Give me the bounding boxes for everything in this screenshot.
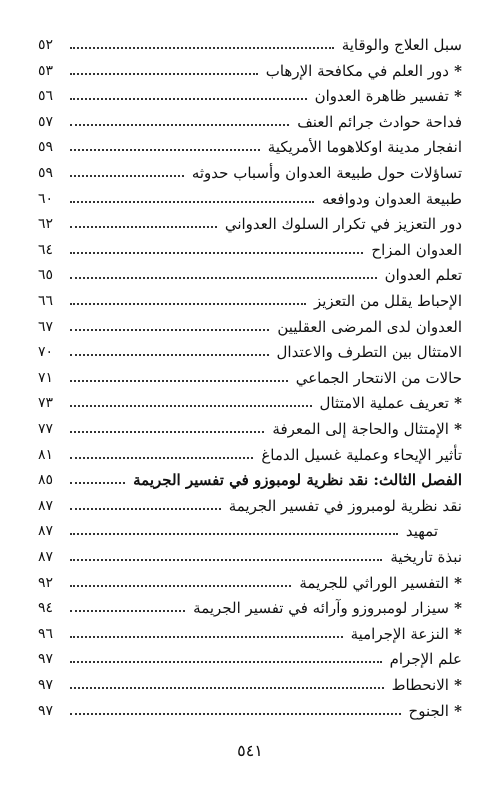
dot-leader — [70, 175, 184, 177]
toc-entry-page: ٧٣ — [38, 395, 54, 412]
dot-leader — [70, 533, 398, 535]
dot-leader — [70, 405, 312, 407]
toc-entry — [38, 312, 462, 336]
toc-entry — [38, 286, 462, 310]
toc-entry-title — [268, 420, 462, 438]
dot-leader — [70, 508, 221, 510]
toc-entry — [38, 132, 462, 156]
toc-entry — [38, 696, 462, 720]
dot-leader — [70, 431, 264, 433]
toc-entry-page: ٨٥ — [38, 472, 54, 489]
toc-entry-label: العدوان لدى المرضى العقليين — [277, 317, 462, 336]
toc-entry-label: الفصل الثالث: نقد نظرية لومبوزو في تفسير الجريمة — [133, 471, 462, 490]
dot-leader — [70, 610, 185, 612]
toc-entry-label: انفجار مدينة اوكلاهوما الأمريكية — [267, 138, 462, 157]
bullet-star-icon: * — [448, 87, 462, 106]
toc-entry-title — [273, 343, 462, 361]
dot-leader — [70, 303, 306, 305]
toc-entry — [38, 670, 462, 694]
dot-leader — [70, 329, 269, 331]
toc-entry — [38, 235, 462, 259]
toc-entry-page: ٨١ — [38, 446, 54, 463]
toc-entry-page: ٩٧ — [38, 702, 54, 719]
toc-entry-page: ٦٤ — [38, 241, 54, 258]
toc-entry-page: ٥٦ — [38, 88, 54, 105]
toc-entry-title — [221, 215, 462, 233]
toc-entry-title — [225, 497, 462, 515]
dot-leader — [70, 226, 217, 228]
toc-entry — [38, 30, 462, 54]
dot-leader — [70, 98, 307, 100]
dot-leader — [70, 380, 288, 382]
toc-entry-label: الإمتثال والحاجة إلى المعرفة — [272, 420, 449, 438]
bullet-star-icon: * — [448, 420, 462, 438]
toc-entry — [38, 542, 462, 566]
toc-entry-page: ٨٧ — [38, 549, 54, 565]
toc-entry — [38, 388, 462, 412]
toc-entry-title — [388, 676, 462, 694]
toc-entry — [38, 107, 462, 131]
toc-entry-title — [311, 87, 462, 105]
dot-leader — [70, 73, 258, 75]
toc-entry-title — [405, 702, 462, 720]
toc-entry-page: ٩٢ — [38, 574, 54, 591]
dot-leader — [70, 687, 384, 689]
toc-entry-title — [129, 471, 462, 489]
toc-entry-page: ٥٢ — [38, 37, 54, 53]
toc-entry-label: حالات من الانتحار الجماعي — [295, 368, 462, 387]
toc-entry-page: ٧١ — [38, 369, 54, 386]
toc-entry — [38, 363, 462, 387]
toc-entry-label: نبذة تاريخية — [390, 548, 462, 566]
toc-entry-title — [381, 266, 462, 284]
toc-entry-label: تعريف عملية الامتثال — [319, 394, 449, 413]
dot-leader — [70, 585, 291, 587]
toc-entry-label: تمهيد — [405, 522, 438, 541]
dot-leader — [70, 252, 363, 254]
bullet-star-icon: * — [448, 61, 462, 80]
toc-entry-page: ٥٩ — [38, 165, 54, 181]
toc-entry-label: سيزار لومبروزو وآرائه في تفسير الجريمة — [193, 599, 449, 618]
toc-entry-title — [316, 394, 462, 412]
dot-leader — [70, 457, 253, 459]
toc-entry-label: تأثير الإيحاء وعملية غسيل الدماغ — [261, 445, 462, 464]
toc-entry-label: الانحطاط — [391, 676, 449, 694]
toc-entry-page: ٦٧ — [38, 318, 54, 335]
toc-entry-page: ٥٧ — [38, 113, 54, 130]
toc-entry — [38, 465, 462, 489]
toc-entry-title — [262, 62, 462, 80]
toc-entry — [38, 337, 462, 361]
toc-entry — [38, 81, 462, 105]
toc-entry — [38, 644, 462, 668]
toc-entry-title — [386, 650, 462, 668]
bullet-star-icon: * — [448, 573, 462, 592]
toc-entry-label: الإحباط يقلل من التعزيز — [313, 292, 462, 310]
toc-entry-title — [338, 36, 462, 54]
toc-entry — [38, 209, 462, 233]
dot-leader — [70, 661, 382, 663]
toc-entry-label: الجنوح — [408, 701, 449, 720]
toc-entry-page: ٦٠ — [38, 190, 54, 207]
toc-entry — [38, 491, 462, 515]
bullet-star-icon: * — [448, 676, 462, 694]
toc-entry-title — [257, 446, 462, 464]
toc-entry — [38, 414, 462, 438]
toc-entry — [38, 568, 462, 592]
toc-entry-label: سبل العلاج والوقاية — [341, 36, 462, 54]
toc-entry-title — [318, 190, 462, 208]
toc-entry-page: ٩٤ — [38, 600, 54, 617]
toc-entry-title — [292, 369, 462, 387]
toc-entry-label: الامتثال بين التطرف والاعتدال — [276, 343, 462, 362]
toc-entry-page: ٧٠ — [38, 344, 54, 361]
toc-entry-title — [386, 548, 462, 566]
toc-entry-page: ٥٣ — [38, 62, 54, 79]
toc-entry-title — [367, 241, 462, 259]
toc-entry-label: النزعة الإجرامية — [350, 624, 449, 643]
dot-leader — [70, 201, 314, 203]
bullet-star-icon: * — [448, 599, 462, 618]
toc-entry-label: تساؤلات حول طبيعة العدوان وأسباب حدوثه — [191, 164, 462, 182]
dot-leader — [70, 354, 269, 356]
toc-entry — [38, 260, 462, 284]
toc-entry-title — [264, 138, 462, 156]
toc-entry-title — [295, 574, 462, 592]
toc-entry-page: ٦٥ — [38, 267, 54, 284]
toc-entry-page: ٥٩ — [38, 139, 54, 156]
dot-leader — [70, 713, 401, 715]
toc-entry-label: طبيعة العدوان ودوافعه — [322, 189, 462, 208]
toc-entry — [38, 440, 462, 464]
toc-entry-page: ٦٦ — [38, 293, 54, 309]
toc-entry — [38, 158, 462, 182]
toc-entry-page: ٧٧ — [38, 421, 54, 437]
toc-entry-page: ٨٧ — [38, 497, 54, 514]
toc-entry-page: ٩٧ — [38, 651, 54, 668]
toc-entry-label: نقد نظرية لومبروز في تفسير الجريمة — [228, 496, 462, 515]
toc-entry-title — [347, 625, 462, 643]
toc-entry-title — [293, 113, 462, 131]
bullet-star-icon: * — [448, 624, 462, 643]
toc-entry-label: تعلم العدوان — [384, 266, 462, 285]
toc-entry-label: دور العلم في مكافحة الإرهاب — [265, 61, 449, 80]
toc-entry — [38, 184, 462, 208]
toc-entry-page: ٨٧ — [38, 523, 54, 540]
bullet-star-icon: * — [448, 701, 462, 720]
dot-leader — [70, 559, 382, 561]
toc-entry — [38, 593, 462, 617]
dot-leader — [70, 47, 334, 49]
toc-entry-title — [402, 522, 462, 540]
toc-entry-label: تفسير ظاهرة العدوان — [314, 87, 449, 106]
toc-entry-page: ٩٦ — [38, 625, 54, 642]
dot-leader — [70, 482, 125, 484]
toc-entry — [38, 619, 462, 643]
toc-entry-title — [310, 292, 462, 310]
toc-entry-label: التفسير الوراثي للجريمة — [299, 573, 449, 592]
dot-leader — [70, 636, 343, 638]
dot-leader — [70, 149, 260, 151]
toc-entry — [38, 56, 462, 80]
toc-entry-label: العدوان المزاح — [371, 240, 462, 259]
toc-entry-title — [188, 164, 462, 182]
toc-entry-label: دور التعزيز في تكرار السلوك العدواني — [224, 215, 462, 234]
dot-leader — [70, 124, 289, 126]
toc-entry-page: ٩٧ — [38, 677, 54, 693]
toc-entry-label: فداحة حوادث جرائم العنف — [297, 112, 462, 131]
toc-entry-page: ٦٢ — [38, 216, 54, 233]
toc-entry — [38, 516, 462, 540]
dot-leader — [70, 277, 377, 279]
toc-entry-label: علم الإجرام — [389, 650, 462, 669]
toc-entry-title — [273, 318, 462, 336]
page-number: ٥٤١ — [237, 741, 263, 760]
bullet-star-icon: * — [448, 394, 462, 413]
toc-entry-title — [189, 599, 462, 617]
